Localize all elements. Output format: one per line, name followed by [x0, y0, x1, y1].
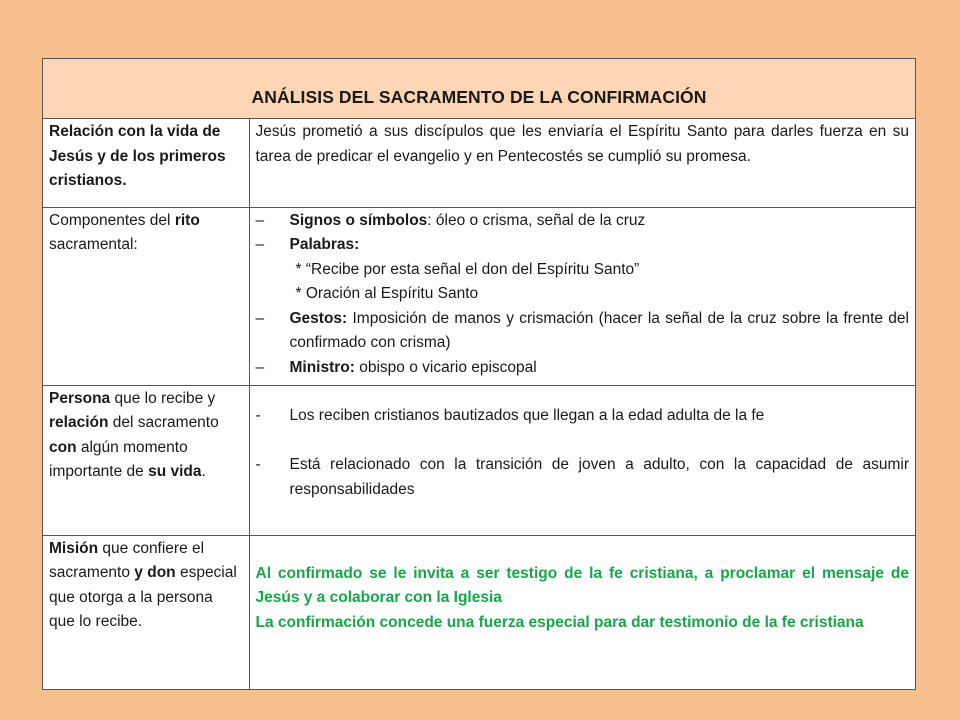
list-item [256, 307, 910, 356]
row2-label-a: Componentes del [49, 211, 175, 229]
row3-content [249, 385, 915, 535]
row1-content: Jesús prometió a sus discípulos que les enviaría el Espíritu Santo para darles fuerza en su tarea de predicar el evangelio y en Pentecostés se cumplió su promesa. [255, 123, 909, 165]
gestos-label: Gestos: [289, 309, 348, 327]
row4-l1: Misión [49, 539, 99, 557]
row2-content [249, 207, 915, 385]
row2-label-b: rito [174, 211, 200, 229]
row2-label-c: sacramental: [49, 236, 138, 253]
recipient-item-1: - Los reciben cristianos bautizados que llegan a la edad adulta de la fe [256, 404, 910, 429]
gestos-text: Imposición de manos y crismación (hacer la señal de la cruz sobre la frente del confirmado con crisma) [289, 309, 909, 351]
table-row [43, 385, 915, 535]
row3-l8: . [201, 463, 206, 480]
table-row [43, 207, 915, 385]
row3-l6: algún momento importante de [49, 438, 188, 480]
table-title: ANÁLISIS DEL SACRAMENTO DE LA CONFIRMACIÓN [251, 87, 707, 107]
row4-l4: especial que otorga a la persona que lo recibe. [49, 564, 237, 630]
palabras-line-1: * “Recibe por esta señal el don del Espíritu Santo” [295, 260, 640, 278]
row4-l3: y don [134, 564, 176, 581]
rite-components-list [256, 209, 910, 381]
row3-label [43, 385, 249, 535]
row3-l1: Persona [49, 389, 111, 407]
table-header [43, 59, 915, 119]
list-item [256, 356, 910, 381]
table-row [43, 119, 915, 207]
palabras-line-2: * Oración al Espíritu Santo [295, 285, 479, 302]
list-item [256, 209, 910, 234]
row3-l4: del sacramento [108, 414, 219, 431]
signos-text: : óleo o crisma, señal de la cruz [427, 211, 646, 229]
palabras-label: Palabras: [289, 236, 360, 253]
analysis-table-sheet [42, 58, 916, 690]
row3-l2: que lo recibe y [110, 389, 216, 407]
ministro-label: Ministro: [289, 358, 355, 376]
row4-label [43, 535, 249, 689]
mission-paragraph-2: La confirmación concede una fuerza especial para dar testimonio de la fe cristiana [255, 613, 864, 631]
row4-l2: que confiere el sacramento [49, 539, 205, 581]
recipient-item-2: - Está relacionado con la transición de joven a adulto, con la capacidad de asumir responsabilidades [256, 453, 910, 502]
row3-l5: con [49, 438, 77, 456]
analysis-table [43, 119, 915, 689]
ministro-text: obispo o vicario episcopal [354, 358, 537, 376]
row4-content [249, 535, 915, 689]
mission-paragraph-1: Al confirmado se le invita a ser testigo de la fe cristiana, a proclamar el mensaje de Jesús y a colaborar con la Iglesia [255, 564, 909, 606]
list-item [256, 233, 910, 307]
row2-label [43, 207, 249, 385]
row1-label: Relación con la vida de Jesús y de los primeros cristianos. [43, 119, 249, 207]
table-row [43, 535, 915, 689]
row3-l7: su vida [148, 463, 202, 480]
signos-label: Signos o símbolos [289, 211, 428, 229]
row3-l3: relación [49, 414, 109, 431]
